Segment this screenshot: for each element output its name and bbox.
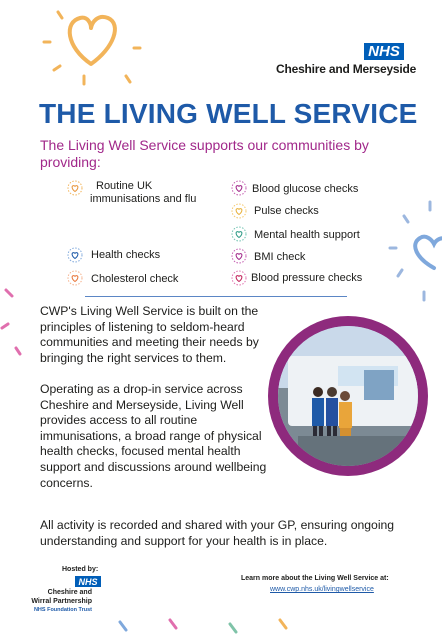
decorative-heart-right [380, 196, 442, 306]
service-blood-glucose: Blood glucose checks [252, 183, 359, 195]
nhs-logo-footer-text: NHS [78, 576, 98, 587]
service-photo-image [278, 326, 418, 466]
decorative-heart-top-left [36, 2, 146, 92]
heart-icon [67, 180, 83, 196]
paragraph-gp: All activity is recorded and shared with your GP, ensuring ongoing understanding and support for your health is in place. [40, 518, 395, 548]
website-link[interactable]: www.cwp.nhs.uk/livingwellservice [270, 586, 374, 593]
nhs-logo [364, 43, 404, 60]
paragraph-dropin: Operating as a drop-in service across Cheshire and Merseyside, Living Well provides access to all routine immunisations, a broad range of physical health checks, focused mental health support and discussions around wellbeing concerns. [40, 382, 267, 490]
learn-more-text: Learn more about the Living Well Service at: [241, 575, 389, 582]
heart-icon [231, 248, 247, 264]
heart-icon [231, 180, 247, 196]
service-routine-uk: Routine UK immunisations and flu [90, 180, 197, 205]
heart-icon [231, 270, 247, 286]
trust-name-line2: Wirral Partnership [31, 598, 92, 605]
intro-text: The Living Well Service supports our communities by providing: [40, 137, 369, 170]
heart-icon [67, 270, 83, 286]
heart-icon [231, 203, 247, 219]
page-title: THE LIVING WELL SERVICE [39, 98, 418, 129]
hosted-by-label: Hosted by: [62, 566, 99, 573]
service-mental-health: Mental health support [254, 229, 360, 241]
decorative-squiggles-left [0, 270, 40, 360]
nhs-logo-footer [75, 576, 101, 587]
trust-name-line1: Cheshire and [47, 589, 92, 596]
service-health-checks: Health checks [91, 249, 161, 261]
trust-name-line3: NHS Foundation Trust [33, 607, 92, 613]
photo-illustration [278, 326, 418, 466]
heart-icon [231, 226, 247, 242]
service-bmi: BMI check [254, 251, 306, 263]
section-divider [85, 296, 347, 297]
nhs-logo-text: NHS [368, 43, 400, 60]
service-cholesterol: Cholesterol check [91, 273, 179, 285]
paragraph-principles: CWP's Living Well Service is built on the principles of listening to seldom-heard communities and meeting their needs by bringing the right services to them. [40, 304, 259, 365]
nhs-region: Cheshire and Merseyside [276, 62, 417, 76]
service-pulse: Pulse checks [254, 205, 319, 217]
service-blood-pressure: Blood pressure checks [251, 272, 363, 284]
decorative-squiggles-bottom [110, 600, 330, 638]
service-photo [268, 316, 428, 476]
heart-icon [67, 247, 83, 263]
